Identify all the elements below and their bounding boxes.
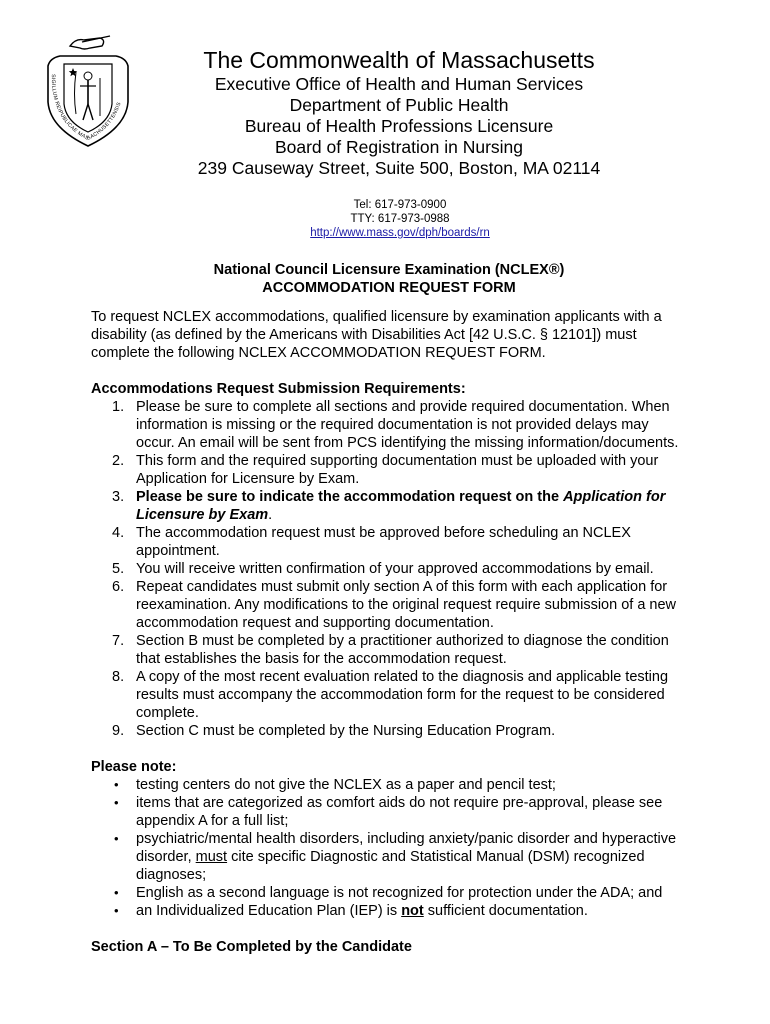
bullet-icon: •: [114, 885, 119, 900]
section-a-heading: Section A – To Be Completed by the Candidate: [91, 939, 412, 955]
requirements-list: [91, 398, 691, 740]
list-item: 5. You will receive written confirmation of your approved accommodations by email.: [112, 561, 654, 577]
bullet-icon: •: [114, 795, 119, 810]
list-item: 1. Please be sure to complete all sections and provide required documentation. When information is missing or the required documentation is not provided delays may occur. An email will be sent from PCS identifying the missing information/documents.: [112, 399, 679, 451]
contact-block: [200, 198, 600, 240]
website-link[interactable]: http://www.mass.gov/dph/boards/rn: [310, 227, 490, 239]
tty-number: TTY: 617-973-0988: [350, 213, 450, 225]
form-title: [100, 261, 678, 297]
list-item: • an Individualized Education Plan (IEP) is not sufficient documentation.: [114, 903, 588, 919]
org-name: The Commonwealth of Massachusetts: [203, 47, 595, 73]
bullet-icon: •: [114, 903, 119, 918]
svg-text:SIGILLUM REIPUBLICAE MASSACHUS: SIGILLUM REIPUBLICAE MASSACHUSETTENSIS: [49, 74, 123, 142]
notes-list: [91, 776, 691, 920]
list-item: 9. Section C must be completed by the Nursing Education Program.: [112, 723, 556, 739]
commonwealth-seal: [40, 32, 136, 150]
letterhead-line: Executive Office of Health and Human Services: [214, 74, 584, 94]
list-item: 7. Section B must be completed by a practitioner authorized to diagnose the condition that establishes the basis for the accommodation request.: [112, 633, 669, 667]
list-item: • psychiatric/mental health disorders, including anxiety/panic disorder and hyperactive disorder, must cite specific Diagnostic and Statistical Manual (DSM) recognized diagnoses;: [114, 831, 677, 883]
form-title-line1: National Council Licensure Examination (NCLEX®): [213, 262, 565, 278]
notes-heading: Please note:: [91, 759, 177, 775]
letterhead-line: Bureau of Health Professions Licensure: [244, 116, 554, 136]
bullet-icon: •: [114, 831, 119, 846]
bullet-icon: •: [114, 777, 119, 792]
form-body: [91, 308, 691, 956]
list-item: 8. A copy of the most recent evaluation related to the diagnosis and applicable testing results must accompany the accommodation form for the request to be considered complete.: [112, 669, 669, 721]
phone-number: Tel: 617-973-0900: [353, 199, 447, 211]
list-item: 2. This form and the required supporting documentation must be uploaded with your Application for Licensure by Exam.: [112, 453, 659, 487]
form-title-line2: ACCOMMODATION REQUEST FORM: [262, 280, 516, 296]
list-item: 3. Please be sure to indicate the accommodation request on the Application for Licensure by Exam.: [112, 489, 666, 523]
letterhead-line: Board of Registration in Nursing: [274, 137, 524, 157]
letterhead: [170, 46, 628, 179]
intro-paragraph: To request NCLEX accommodations, qualified licensure by examination applicants with a disability (as defined by the Americans with Disabilities Act [42 U.S.C. § 12101]) must complete the following NCLEX ACCOMMODATION REQUEST FORM.: [91, 309, 662, 361]
list-item: • testing centers do not give the NCLEX as a paper and pencil test;: [114, 777, 556, 793]
list-item: • items that are categorized as comfort aids do not require pre-approval, please see appendix A for a full list;: [114, 795, 663, 829]
letterhead-line: Department of Public Health: [289, 95, 509, 115]
address-line: 239 Causeway Street, Suite 500, Boston, MA 02114: [197, 158, 601, 178]
requirements-heading: Accommodations Request Submission Requirements:: [91, 381, 466, 397]
list-item: • English as a second language is not recognized for protection under the ADA; and: [114, 885, 663, 901]
list-item: 4. The accommodation request must be approved before scheduling an NCLEX appointment.: [112, 525, 631, 559]
list-item: 6. Repeat candidates must submit only section A of this form with each application for reexamination. Any modifications to the original request require submission of a new accommodation request and supporting documentation.: [112, 579, 677, 631]
